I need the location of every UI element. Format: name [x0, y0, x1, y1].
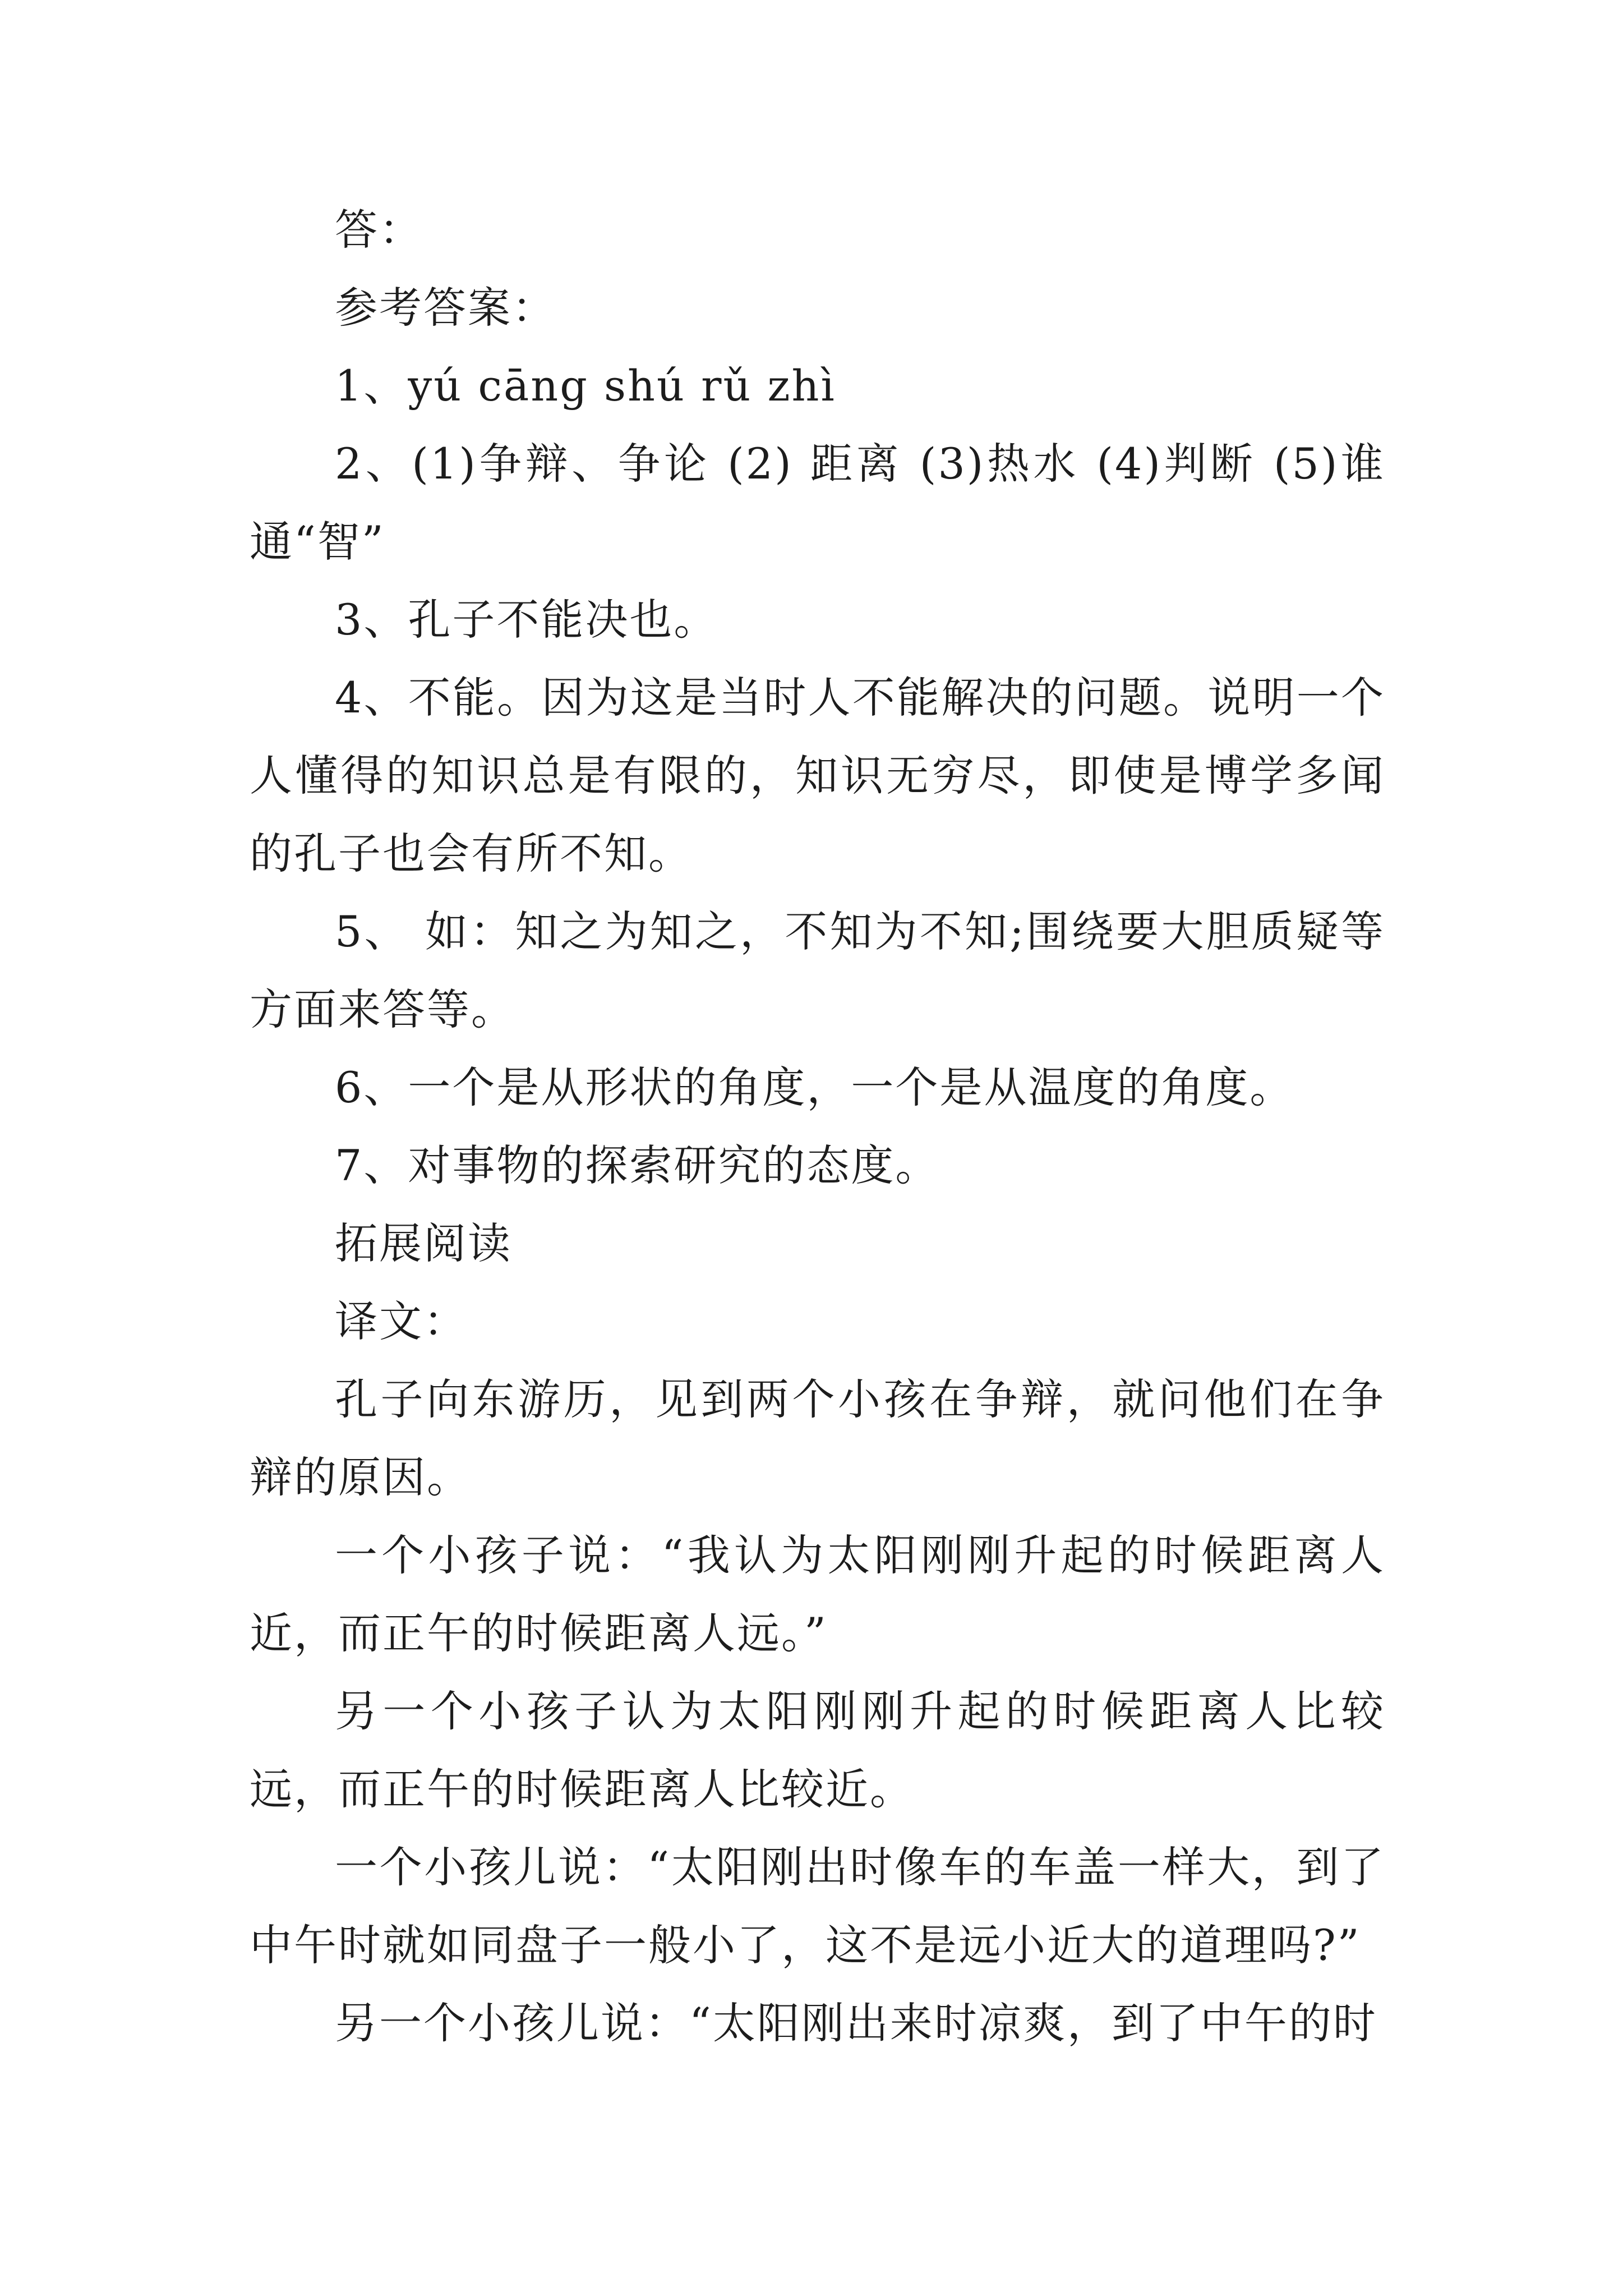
answer-2-definitions: 2、(1)争辩、争论 (2) 距离 (3)热水 (4)判断 (5)谁通“智” [250, 439, 1385, 567]
reference-answer-heading: 参考答案： [335, 283, 556, 333]
answer-4: 4、不能。因为这是当时人不能解决的问题。说明一个人懂得的知识总是有限的，知识无穷尽，即使是博学多闻的孔子也会有所不知。 [250, 673, 1385, 878]
answer-label: 答： [335, 205, 423, 255]
translation-heading: 译文： [335, 1296, 468, 1346]
extended-reading-heading: 拓展阅读 [335, 1218, 512, 1268]
answer-1-pinyin: 1、yú cāng shú rǔ zhì [335, 361, 836, 411]
translation-paragraph: 另一个小孩儿说：“太阳刚出来时凉爽，到了中午的时 [335, 1998, 1377, 2048]
translation-paragraph: 另一个小孩子认为太阳刚刚升起的时候距离人比较远，而正午的时候距离人比较近。 [250, 1686, 1385, 1814]
answer-6: 6、一个是从形状的角度，一个是从温度的角度。 [335, 1062, 1294, 1112]
answer-7: 7、对事物的探索研究的态度。 [335, 1140, 940, 1190]
answer-5: 5、 如：知之为知之，不知为不知;围绕要大胆质疑等方面来答等。 [250, 907, 1385, 1034]
translation-paragraph: 一个小孩儿说：“太阳刚出时像车的车盖一样大，到了中午时就如同盘子一般小了，这不是远小近大的道理吗?” [250, 1842, 1385, 1970]
translation-paragraph: 一个小孩子说：“我认为太阳刚刚升起的时候距离人近，而正午的时候距离人远。” [250, 1530, 1385, 1658]
answer-3: 3、孔子不能决也。 [335, 595, 718, 645]
translation-paragraph: 孔子向东游历，见到两个小孩在争辩，就问他们在争辩的原因。 [250, 1374, 1385, 1502]
document-body [250, 191, 1385, 2062]
